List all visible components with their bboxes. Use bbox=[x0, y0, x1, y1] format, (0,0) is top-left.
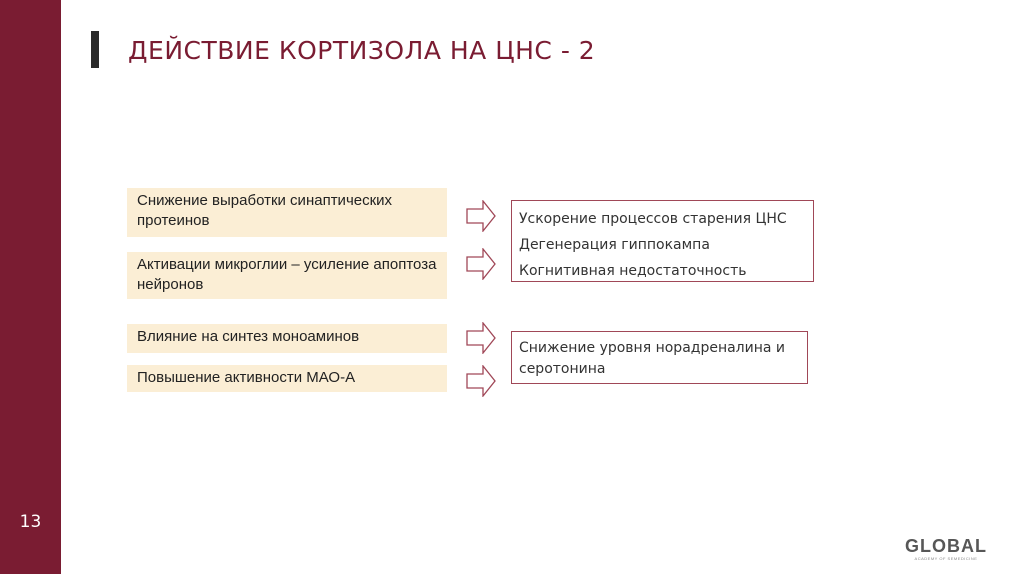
cause-box: Повышение активности МАО-А bbox=[127, 365, 447, 392]
cause-box: Активации микроглии – усиление апоптоза нейронов bbox=[127, 252, 447, 299]
logo-sub-text: ACADEMY OF SEMEDICINE bbox=[914, 556, 978, 561]
effect-item: Дегенерация гиппокампа bbox=[519, 237, 710, 253]
title-marker bbox=[91, 31, 99, 68]
arrow-right-icon bbox=[466, 322, 496, 354]
effect-item: Снижение уровня норадреналина и серотонина bbox=[519, 340, 786, 377]
arrow-right-icon bbox=[466, 365, 496, 397]
cause-box: Влияние на синтез моноаминов bbox=[127, 324, 447, 353]
logo-main-text: GLOBAL bbox=[905, 536, 987, 556]
slide-number: 13 bbox=[19, 512, 42, 532]
effect-item: Ускорение процессов старения ЦНС bbox=[519, 211, 787, 227]
global-logo bbox=[905, 536, 987, 562]
sidebar-accent bbox=[0, 0, 61, 574]
effect-box bbox=[511, 200, 814, 282]
arrow-right-icon bbox=[466, 248, 496, 280]
slide-title: ДЕЙСТВИЕ КОРТИЗОЛА НА ЦНС - 2 bbox=[128, 36, 596, 65]
arrow-right-icon bbox=[466, 200, 496, 232]
effect-item: Когнитивная недостаточность bbox=[519, 263, 747, 279]
effect-box bbox=[511, 331, 808, 384]
cause-box: Снижение выработки синаптических протеинов bbox=[127, 188, 447, 237]
